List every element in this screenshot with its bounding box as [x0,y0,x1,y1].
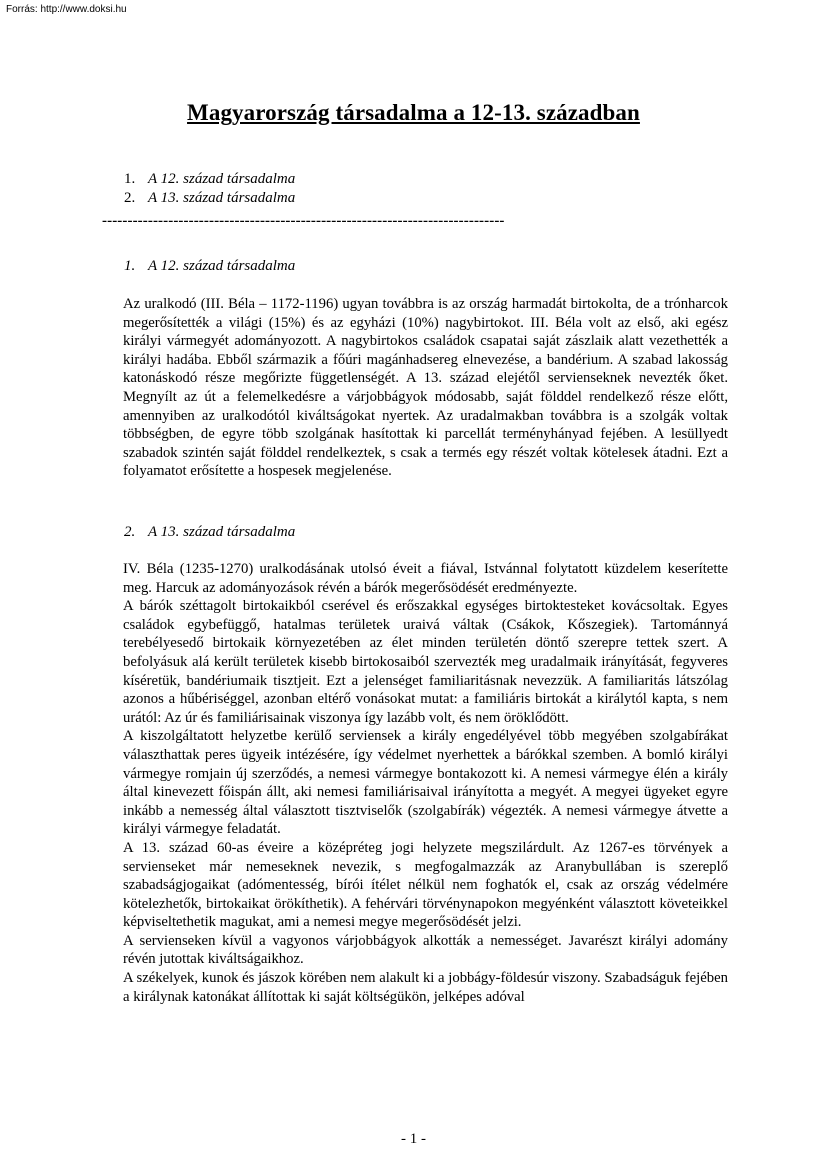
section-heading-text: A 12. század társadalma [148,258,296,274]
paragraph: A 13. század 60-as éveire a középréteg jogi helyzete megszilárdult. Az 1267-es törvények a servienseket már nemeseknek nevezik, s megfogalmazzák az Aranybullában is szereplő szabadságjogaikat (adómentesség, bírói ítélet nélkül nem foghatók el, csak az ország védelmére kötelezhetők, birtokaikat örökíthetik). A fehérvári törvénynapokon megyénként választott követeikkel képviseltethetik magukat, ami a nemesi megye megerősödését jelzi. [123,839,728,931]
section-1-body [123,295,728,481]
paragraph: A bárók széttagolt birtokaikból cserével és erőszakkal egységes birtoktesteket kovácsoltak. Egyes családok egybefüggő, hatalmas területek uraivá váltak (Csákok, Kőszegiek). Tartománnyá terebélyesedő birtokaik környezetében az élet minden területén döntő szerepre tettek szert. A befolyásuk alá került területek kisebb birtokosaiból szervezték meg uradalmaik irányítását, fegyveres kíséretük, bandériumaik tisztjeit. Ezt a jelenséget familiaritásnak nevezzük. A familiaritás látszólag azonos a hűbériséggel, azonban eltérő vonásokat mutat: a familiáris birtokát a királytól kapta, s nem urától: Az úr és familiárisainak viszonya így lazább volt, és nem öröklődött. [123,598,728,726]
section-2-body [123,560,728,1006]
section-number: 2. [124,524,136,540]
section-heading-2 [124,524,295,541]
toc-item-1 [124,170,295,189]
paragraph: A kiszolgáltatott helyzetbe kerülő serviensek a király engedélyével több megyében szolgabírákat választhattak peres ügyeik intézésére, így védelmet nyerhettek a bárókkal szemben. A bomló királyi vármegye romjain új szerződés, a nemesi vármegye bontakozott ki. A nemesi vármegye élén a király által kinevezett főispán állt, aki nemesi familiárisaival irányította a megyét. A megyei ügyeket egyre inkább a nemesség által választott tisztviselők (szolgabírák) végezték. A nemesi vármegye átvette a királyi vármegye feladatát. [123,728,728,838]
page-number: - 1 - [401,1131,426,1147]
source-note: Forrás: http://www.doksi.hu [6,4,127,15]
section-number: 1. [124,258,136,274]
paragraph: IV. Béla (1235-1270) uralkodásának utolsó éveit a fiával, Istvánnal folytatott küzdelem keserítette meg. Harcuk az adományozások révén a bárók megerősödését eredményezte. [123,561,728,596]
section-heading-text: A 13. század társadalma [148,524,296,540]
toc-item-label: A 13. század társadalma [148,190,296,206]
paragraph: A székelyek, kunok és jászok körében nem alakult ki a jobbágy-földesúr viszony. Szabadságuk fejében a királynak katonákat állítottak ki saját költségükön, jelképes adóval [123,970,728,1005]
section-heading-1 [124,258,295,275]
toc-item-label: A 12. század társadalma [148,171,296,187]
toc-item-number: 2. [124,190,136,206]
document-title: Magyarország társadalma a 12-13. században [187,100,640,125]
toc-item-2 [124,189,295,208]
paragraph: A servienseken kívül a vagyonos várjobbágyok alkották a nemességet. Javarészt királyi adomány révén jutottak kiváltságaikhoz. [123,932,728,968]
separator-line: ------------------------------------------------------------------------------- [102,213,505,229]
toc-item-number: 1. [124,171,136,187]
table-of-contents [124,170,295,208]
paragraph: Az uralkodó (III. Béla – 1172-1196) ugyan továbbra is az ország harmadát birtokolta, de a trónharcok megerősítették a világi (15%) és az egyházi (10%) nagybirtokot. III. Béla volt az első, aki egész királyi vármegyét adományozott. A nagybirtokos családok csapatai saját zászlaik alatt vezethették a királyi hadába. Ebből származik a főúri magánhadsereg elnevezése, a bandérium. A szabad lakosság katonáskodó része megőrizte függetlenségét. A 13. század elejétől servienseknek nevezték őket. Megnyílt az út a felemelkedésre a várjobbágyok módosabb, saját földdel rendelkező része előtt, amennyiben az uralkodótól kiváltságokat nyertek. Az uradalmakban továbbra is a szolgák voltak többségben, de egyre több szolgának hasítottak ki parcellát terményhányad fejében. A lesüllyedt szabadok szintén saját földdel rendelkeztek, s csak a termés egy részét voltak kötelesek átadni. Ezt a folyamatot erősítette a hospesek megjelenése. [123,296,728,480]
